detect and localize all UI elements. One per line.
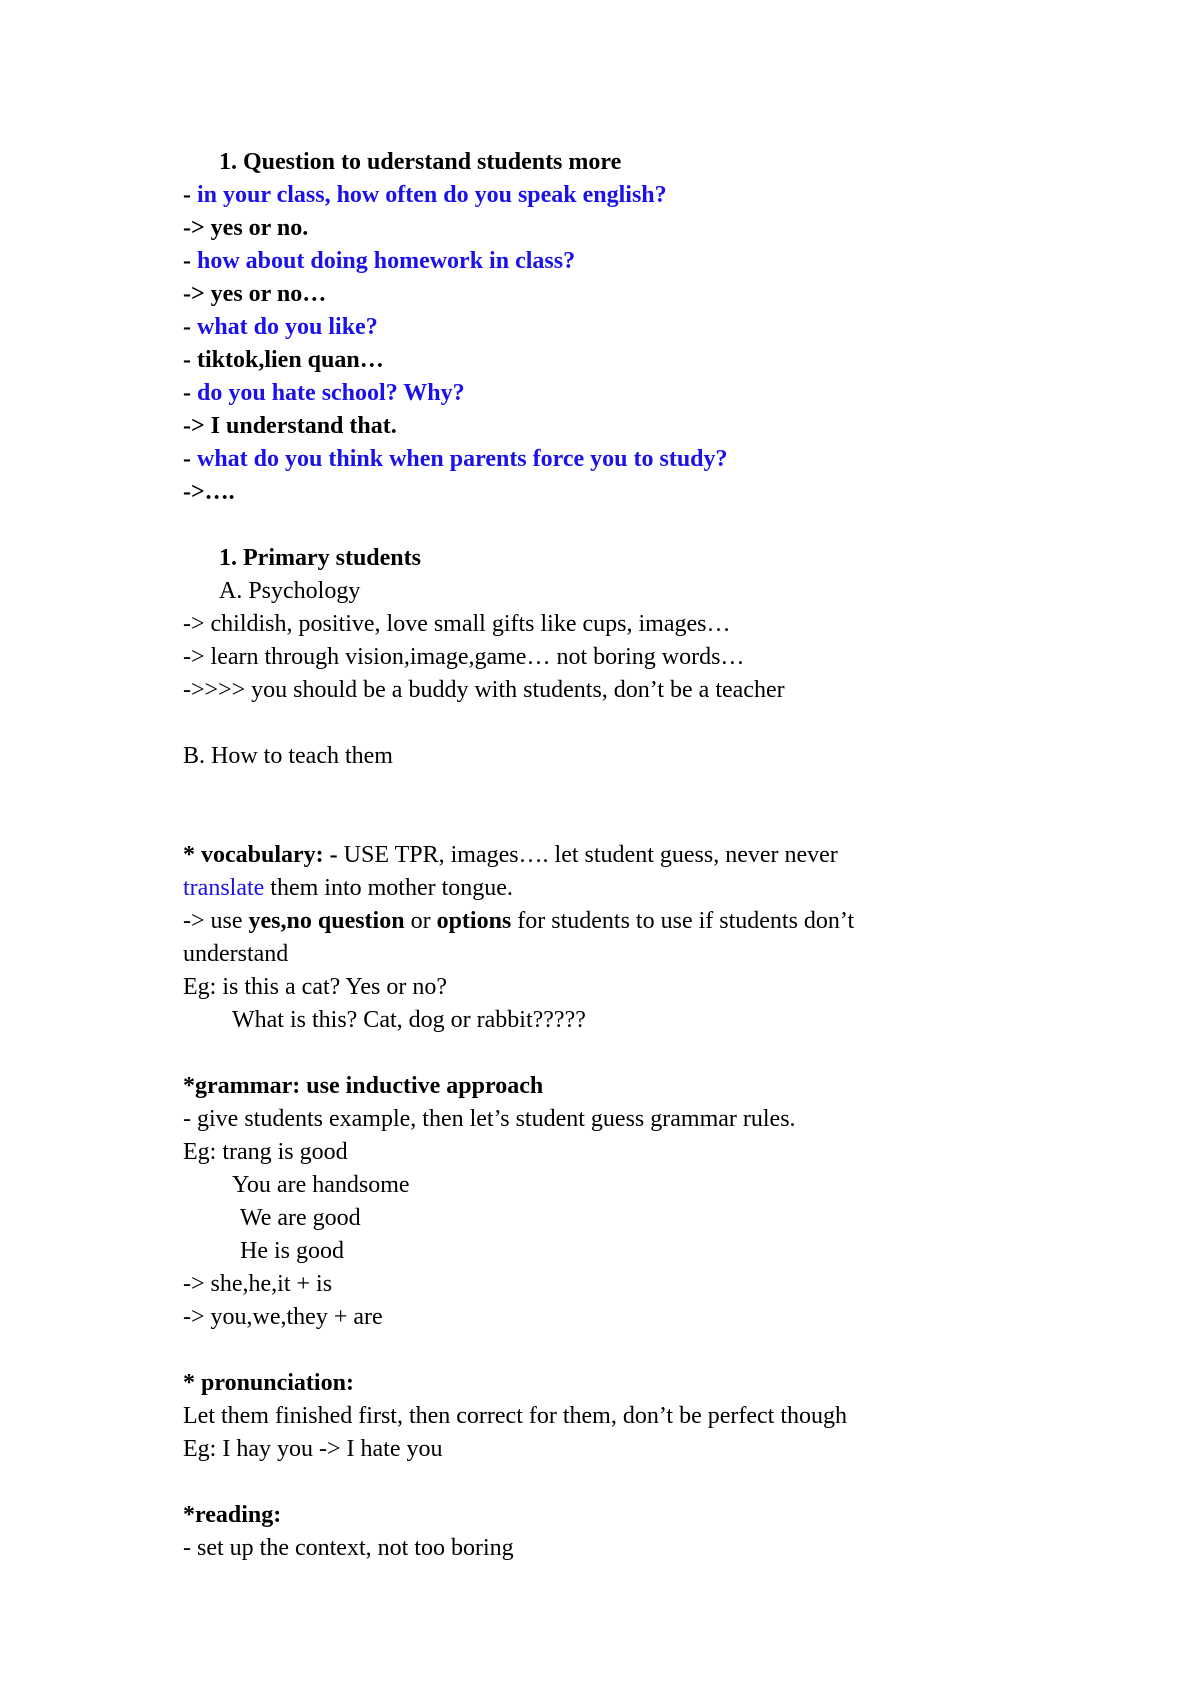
vocabulary-tip-cont: understand bbox=[183, 941, 289, 967]
question-line: - what do you think when parents force you to study? bbox=[183, 446, 728, 472]
example-line: He is good bbox=[240, 1238, 344, 1264]
example-line: You are handsome bbox=[232, 1172, 410, 1198]
question-line: - how about doing homework in class? bbox=[183, 248, 576, 274]
answer-line: -> yes or no… bbox=[183, 281, 327, 307]
psychology-line: ->>>> you should be a buddy with students, don’t be a teacher bbox=[183, 677, 785, 703]
example-line: We are good bbox=[240, 1205, 361, 1231]
answer-line: -> I understand that. bbox=[183, 413, 397, 439]
example-line: What is this? Cat, dog or rabbit????? bbox=[232, 1007, 586, 1033]
subheading-how-to-teach: B. How to teach them bbox=[183, 743, 393, 769]
section-heading-questions: 1. Question to uderstand students more bbox=[219, 149, 622, 175]
question-line: - do you hate school? Why? bbox=[183, 380, 465, 406]
answer-line: ->…. bbox=[183, 479, 235, 505]
subheading-psychology: A. Psychology bbox=[219, 578, 361, 604]
vocabulary-line: translate them into mother tongue. bbox=[183, 875, 513, 901]
question-line: - what do you like? bbox=[183, 314, 378, 340]
grammar-line: - give students example, then let’s student guess grammar rules. bbox=[183, 1106, 796, 1132]
pronunciation-line: Eg: I hay you -> I hate you bbox=[183, 1436, 443, 1462]
example-line: Eg: is this a cat? Yes or no? bbox=[183, 974, 447, 1000]
answer-line: - tiktok,lien quan… bbox=[183, 347, 384, 373]
vocabulary-line: * vocabulary: - USE TPR, images…. let student guess, never never bbox=[183, 842, 838, 868]
reading-heading: *reading: bbox=[183, 1502, 282, 1528]
rule-line: -> you,we,they + are bbox=[183, 1304, 383, 1330]
vocabulary-tip: -> use yes,no question or options for students to use if students don’t bbox=[183, 908, 855, 934]
reading-line: - set up the context, not too boring bbox=[183, 1535, 514, 1561]
psychology-line: -> learn through vision,image,game… not boring words… bbox=[183, 644, 745, 670]
question-line: - in your class, how often do you speak english? bbox=[183, 182, 667, 208]
grammar-heading: *grammar: use inductive approach bbox=[183, 1073, 544, 1099]
translate-word: translate bbox=[183, 875, 265, 901]
psychology-line: -> childish, positive, love small gifts like cups, images… bbox=[183, 611, 731, 637]
pronunciation-heading: * pronunciation: bbox=[183, 1370, 354, 1396]
rule-line: -> she,he,it + is bbox=[183, 1271, 333, 1297]
example-line: Eg: trang is good bbox=[183, 1139, 348, 1165]
section-heading-primary: 1. Primary students bbox=[219, 545, 421, 571]
pronunciation-line: Let them finished first, then correct for them, don’t be perfect though bbox=[183, 1403, 848, 1429]
answer-line: -> yes or no. bbox=[183, 215, 309, 241]
